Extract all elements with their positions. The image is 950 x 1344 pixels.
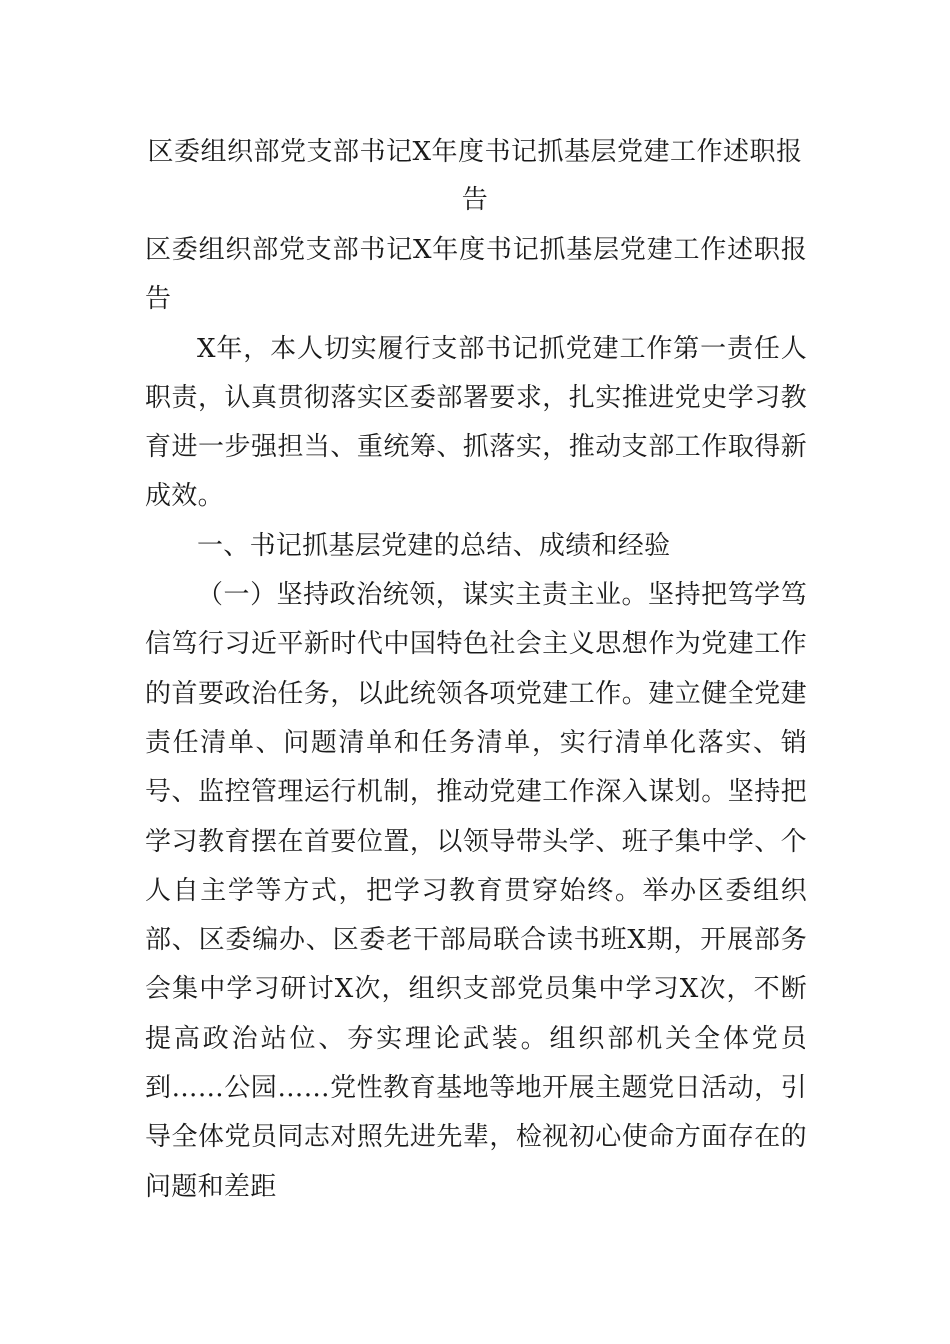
subsection-paragraph: （一）坚持政治统领，谋实主责主业。坚持把笃学笃信笃行习近平新时代中国特色社会主义思想作为党建工作的首要政治任务，以此统领各项党建工作。建立健全党建责任清单、问题清单和任务清单，实行清单化落实、销号、监控管理运行机制，推动党建工作深入谋划。坚持把学习教育摆在首要位置，以领导带头学、班子集中学、个人自主学等方式，把学习教育贯穿始终。举办区委组织部、区委编办、区委老干部局联合读书班X期，开展部务会集中学习研讨X次，组织支部党员集中学习X次，不断提高政治站位、夯实理论武装。组织部机关全体党员到……公园……党性教育基地等地开展主题党日活动，引导全体党员同志对照先进先辈，检视初心使命方面存在的问题和差距: [145, 580, 807, 1202]
repeated-title-paragraph: 区委组织部党支部书记X年度书记抓基层党建工作述职报告: [145, 235, 807, 315]
document-title: 区委组织部党支部书记X年度书记抓基层党建工作述职报告: [147, 137, 803, 215]
document-body: [145, 226, 807, 1212]
section-heading: 一、书记抓基层党建的总结、成绩和经验: [197, 530, 671, 561]
intro-paragraph: X年，本人切实履行支部书记抓党建工作第一责任人职责，认真贯彻落实区委部署要求，扎实推进党史学习教育进一步强担当、重统筹、抓落实，推动支部工作取得新成效。: [145, 333, 807, 512]
